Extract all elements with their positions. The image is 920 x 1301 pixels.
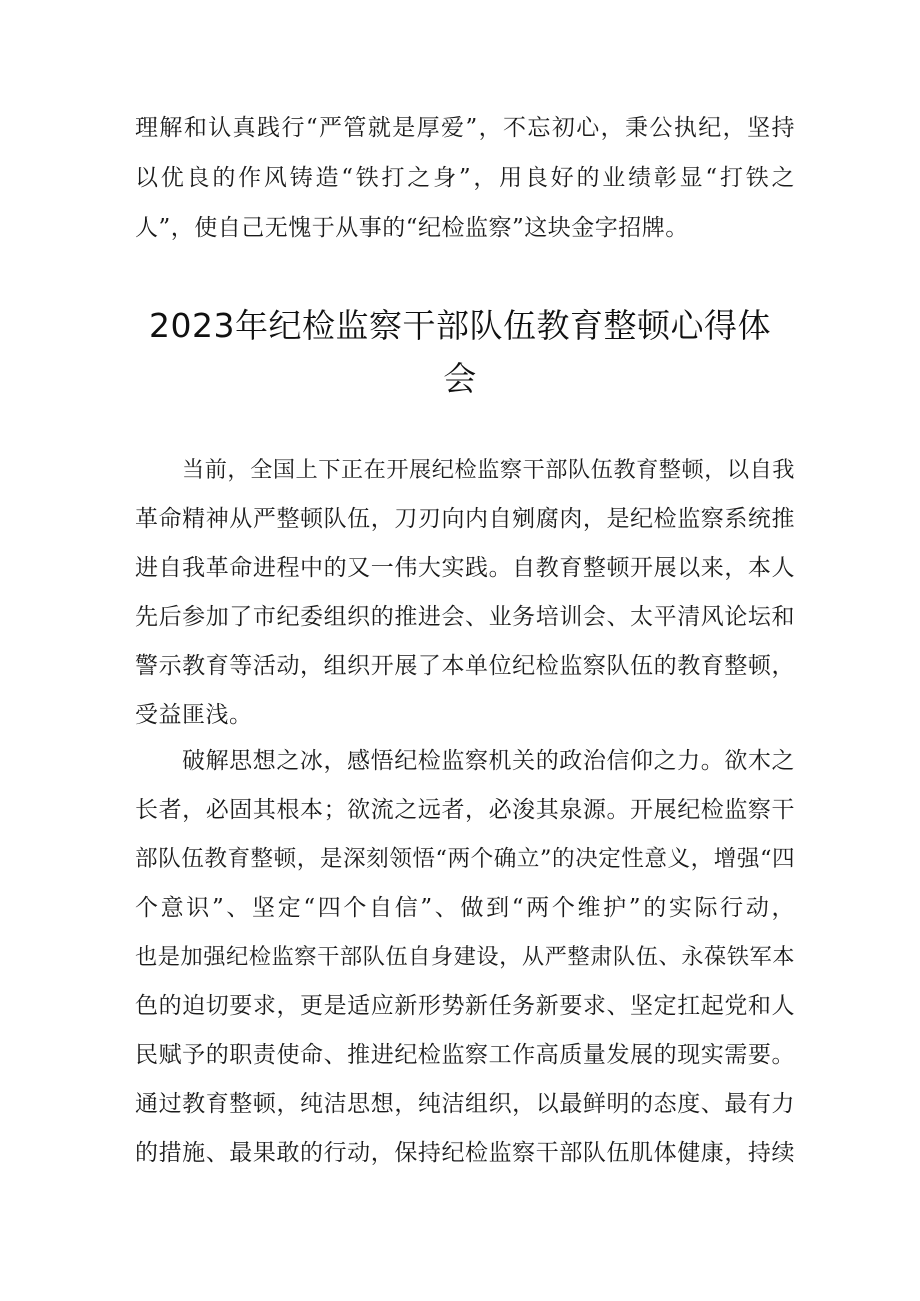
paragraph1-line-4: 先后参加了市纪委组织的推进会、业务培训会、太平清风论坛和 — [135, 604, 795, 630]
paragraph1-line-1: 当前，全国上下正在开展纪检监察干部队伍教育整顿，以自我 — [182, 457, 795, 483]
paragraph1-line-2: 革命精神从严整顿队伍，刀刃向内自剜腐肉，是纪检监察系统推 — [135, 506, 795, 532]
intro-line-2: 以优良的作风铸造“铁打之身”，用良好的业绩彰显“打铁之 — [135, 165, 795, 191]
document-title-line-2: 会 — [443, 359, 477, 398]
paragraph1-line-5: 警示教育等活动，组织开展了本单位纪检监察队伍的教育整顿， — [135, 653, 795, 679]
paragraph2-line-5: 也是加强纪检监察干部队伍自身建设，从严整肃队伍、永葆铁军本 — [135, 944, 795, 970]
paragraph2-line-9: 的措施、最果敢的行动，保持纪检监察干部队伍肌体健康，持续 — [135, 1140, 795, 1166]
paragraph2-line-8: 通过教育整顿，纯洁思想，纯洁组织，以最鲜明的态度、最有力 — [135, 1091, 795, 1117]
paragraph1-line-3: 进自我革命进程中的又一伟大实践。自教育整顿开展以来，本人 — [135, 555, 795, 581]
paragraph2-line-3: 部队伍教育整顿，是深刻领悟“两个确立”的决定性意义，增强“四 — [135, 846, 796, 872]
intro-line-3: 人”，使自己无愧于从事的“纪检监察”这块金字招牌。 — [135, 215, 689, 241]
paragraph2-line-6: 色的迫切要求，更是适应新形势新任务新要求、坚定扛起党和人 — [135, 993, 795, 1019]
paragraph2-line-2: 长者，必固其根本；欲流之远者，必浚其泉源。开展纪检监察干 — [135, 797, 795, 823]
intro-line-1: 理解和认真践行“严管就是厚爱”，不忘初心，秉公执纪，坚持 — [135, 115, 795, 141]
paragraph1-line-6: 受益匪浅。 — [135, 702, 253, 728]
paragraph2-line-4: 个意识”、坚定“四个自信”、做到“两个维护”的实际行动， — [135, 895, 795, 921]
paragraph2-line-1: 破解思想之冰，感悟纪检监察机关的政治信仰之力。欲木之 — [182, 748, 795, 774]
paragraph2-line-7: 民赋予的职责使命、推进纪检监察工作高质量发展的现实需要。 — [135, 1042, 795, 1068]
document-title-line-1: 2023年纪检监察干部队伍教育整顿心得体 — [149, 306, 771, 345]
